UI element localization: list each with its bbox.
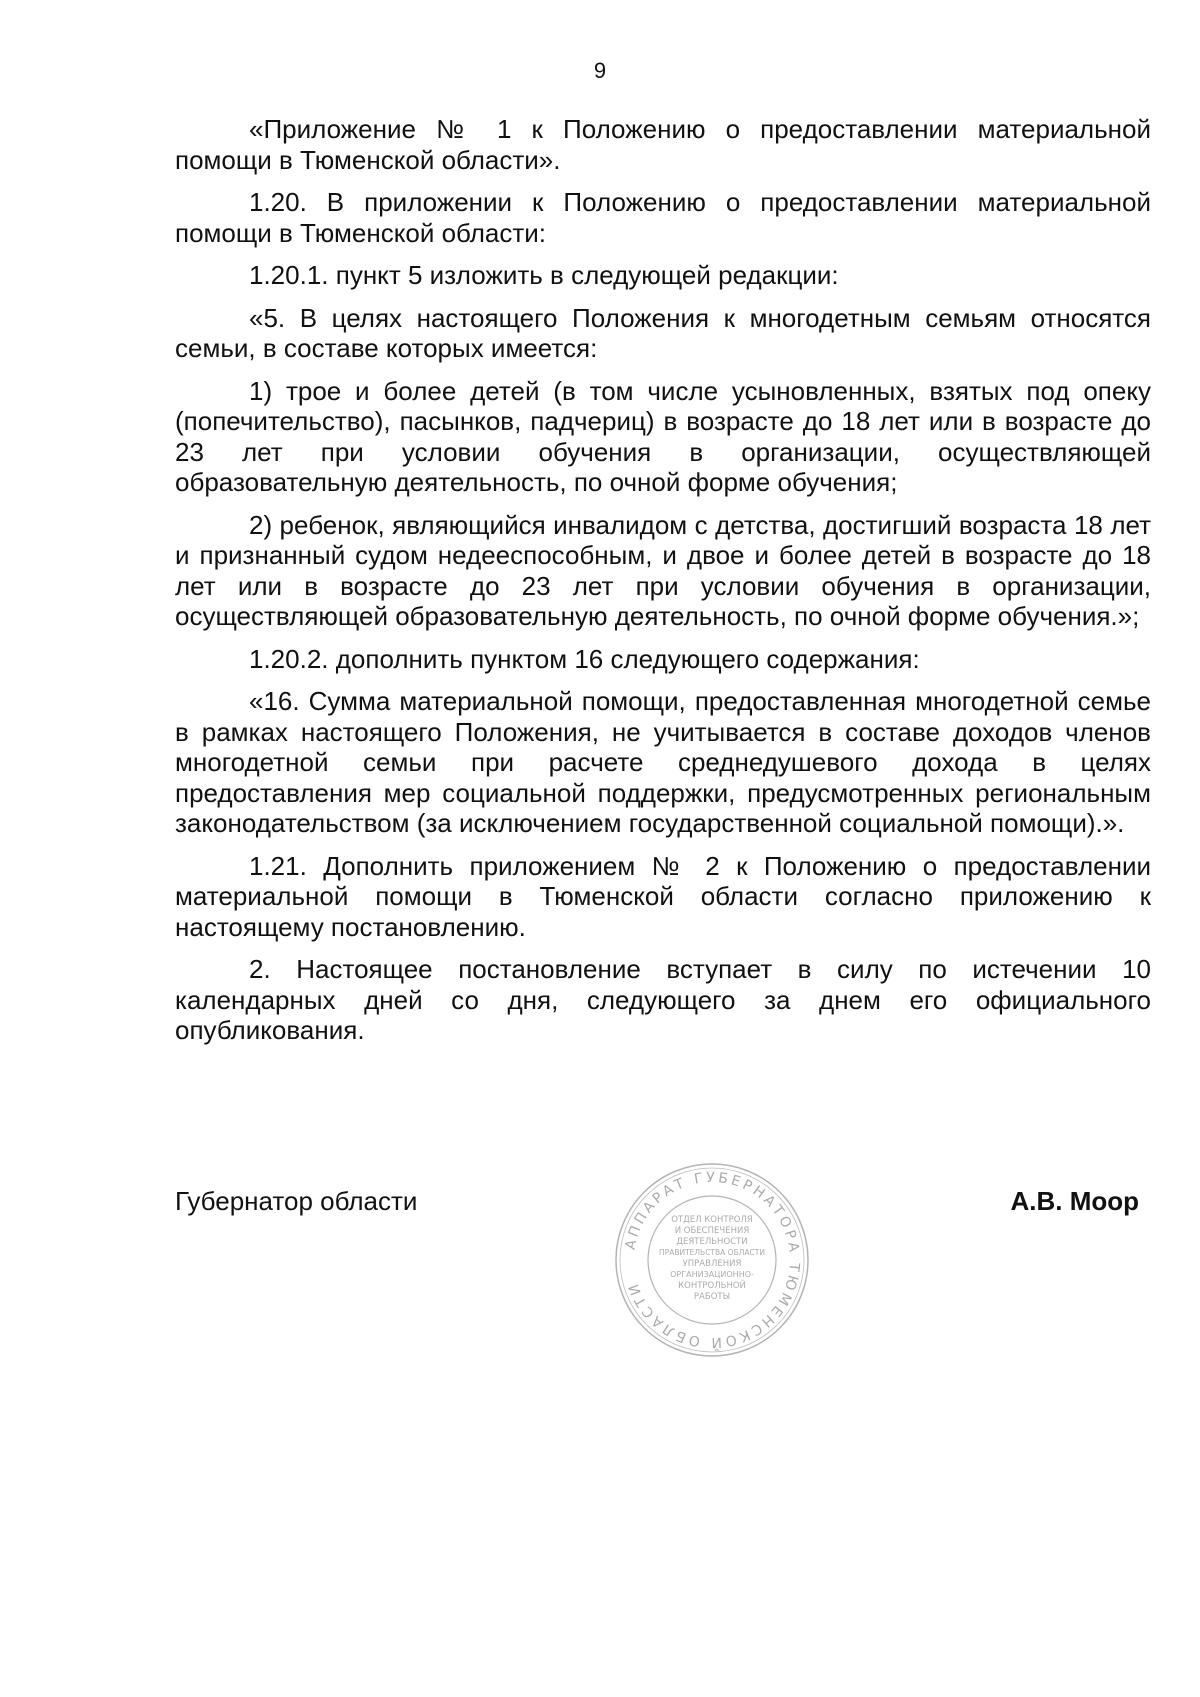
stamp-line: ПРАВИТЕЛЬСТВА ОБЛАСТИ [659,1248,765,1257]
stamp-line: ОРГАНИЗАЦИОННО- [670,1270,754,1279]
stamp-ring-text: АППАРАТ ГУБЕРНАТОРА ТЮМЕНСКОЙ ОБЛАСТИ [622,1169,803,1351]
signatory-name: А.В. Моор [1010,1186,1139,1216]
official-stamp-icon [612,1160,812,1360]
paragraph: «Приложение № 1 к Положению о предоставлении материальной помощи в Тюменской области». [175,114,1151,175]
paragraph: «5. В целях настоящего Положения к многодетным семьям относятся семьи, в составе которых имеется: [175,302,1151,363]
paragraph: 1.20.2. дополнить пунктом 16 следующего содержания: [249,643,920,674]
document-body [175,114,1151,1058]
paragraph: 1.21. Дополнить приложением № 2 к Положению о предоставлении материальной помощи в Тюменской области согласно приложению к настоящему постановлению. [175,850,1151,942]
paragraph: 2. Настоящее постановление вступает в силу по истечении 10 календарных дней со дня, следующего за днем его официального опубликования. [175,954,1151,1045]
stamp-line: РАБОТЫ [693,1292,731,1302]
paragraph: 1) трое и более детей (в том числе усыновленных, взятых под опеку (попечительство), пасынков, падчериц) в возрасте до 18 лет или в возрасте до 23 лет при условии обучения в организации, осуществляющей образовательную деятельность, по очной форме обучения; [175,375,1151,497]
signatory-title: Губернатор области [175,1186,418,1216]
stamp-line: ДЕЯТЕЛЬНОСТИ [676,1237,748,1247]
stamp-line: УПРАВЛЕНИЯ [682,1259,742,1269]
paragraph: 1.20.1. пункт 5 изложить в следующей редакции: [249,260,839,290]
paragraph: 2) ребенок, являющийся инвалидом с детства, достигший возраста 18 лет и признанный судом недееспособным, и двое и более детей в возрасте до 18 лет или в возрасте до 23 лет при условии обучения в организации, осуществляющей образовательную деятельность, по очной форме обучения.»; [175,509,1151,631]
paragraph: 1.20. В приложении к Положению о предоставлении материальной помощи в Тюменской области: [175,187,1151,248]
stamp-line: КОНТРОЛЬНОЙ [678,1281,746,1291]
paragraph: «16. Сумма материальной помощи, предоставленная многодетной семье в рамках настоящего Положения, не учитывается в составе доходов членов многодетной семьи при расчете среднедушевого дохода в целях предоставления мер социальной поддержки, предусмотренных региональным законодательством (за исключением государственной социальной помощи).». [175,686,1151,838]
stamp-line: ОТДЕЛ КОНТРОЛЯ [671,1215,753,1225]
page-number: 9 [593,58,607,83]
stamp-line: И ОБЕСПЕЧЕНИЯ [674,1226,750,1236]
